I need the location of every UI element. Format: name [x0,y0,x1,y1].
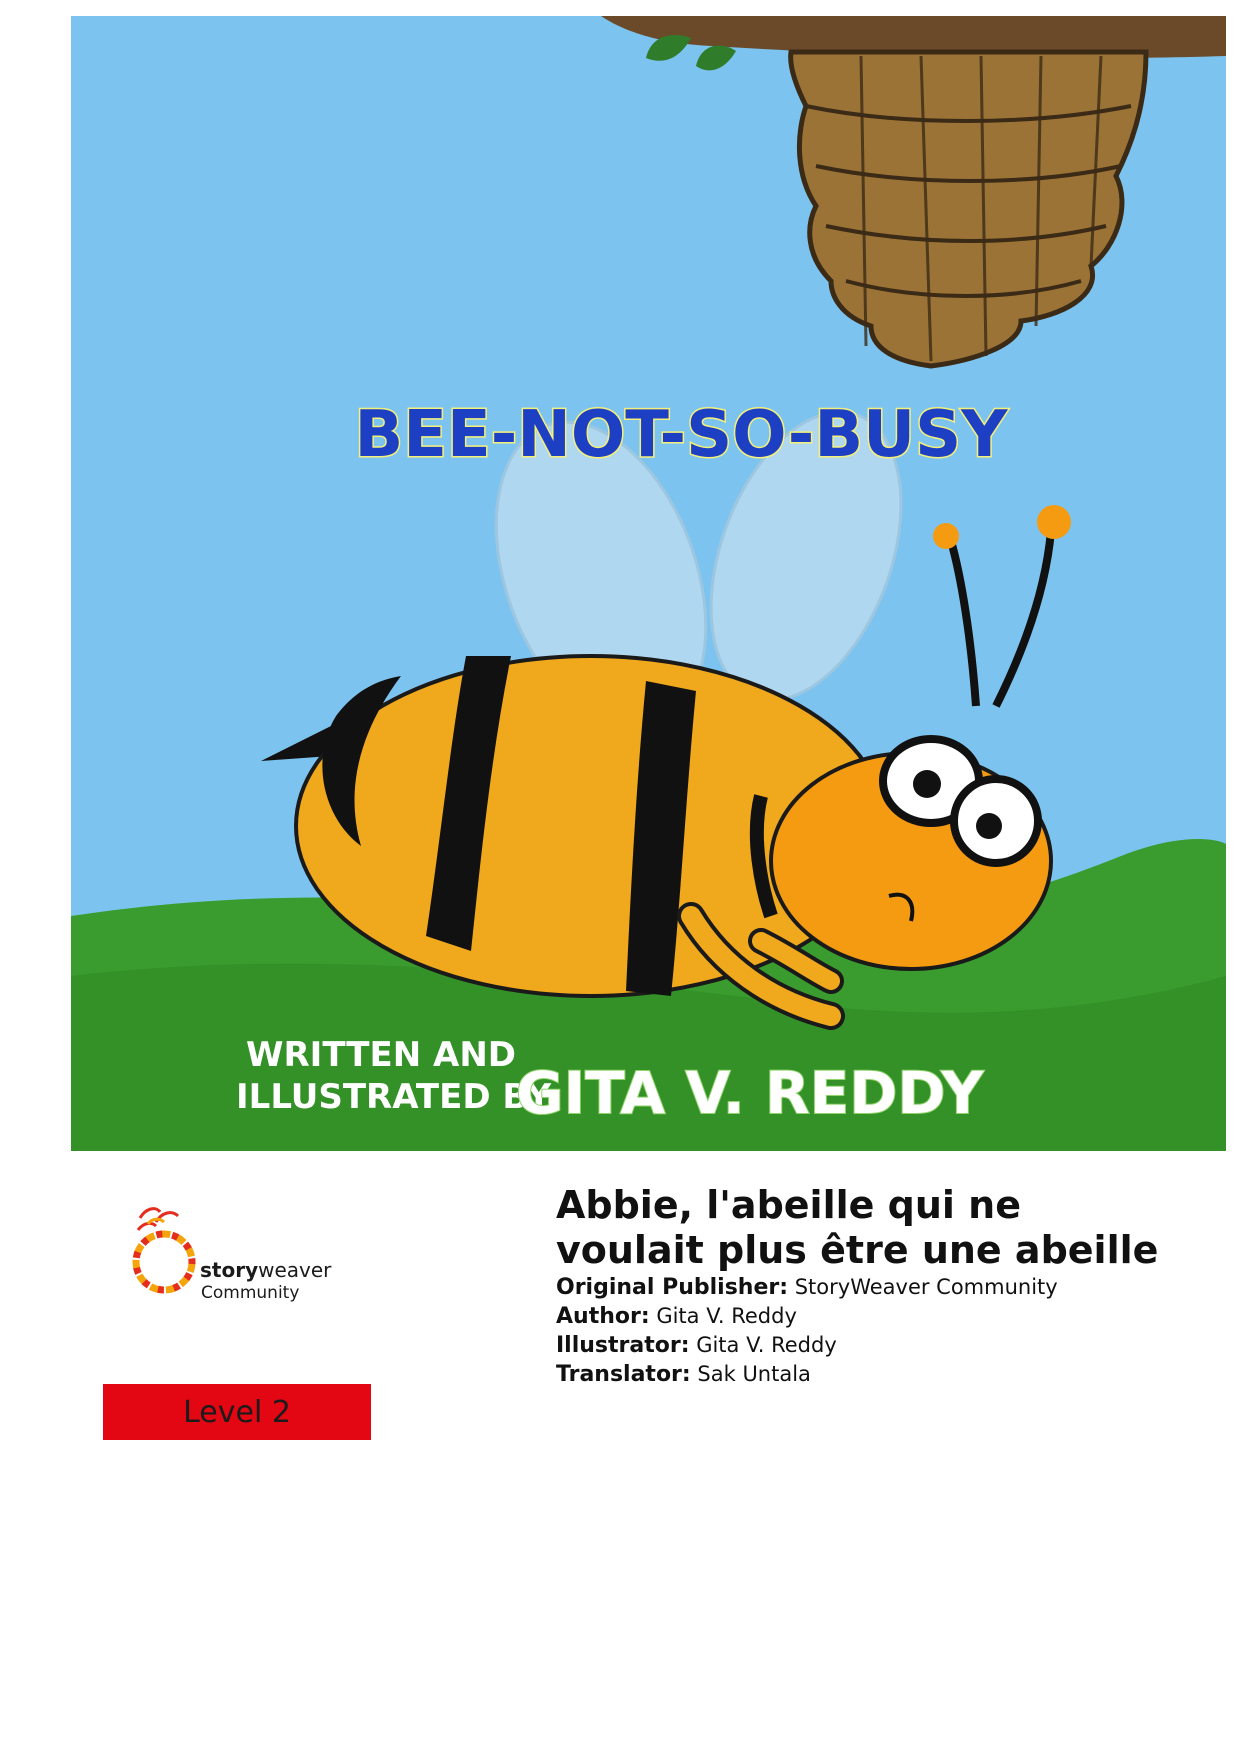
book-title: Abbie, l'abeille qui ne voulait plus être une abeille [556,1183,1159,1272]
credit-publisher [556,1273,1176,1302]
level-badge: Level 2 [103,1384,371,1440]
cover-title-art: BEE-NOT-SO-BUSY [354,398,1008,472]
credit-author [556,1302,1176,1331]
book-info [556,1183,1176,1389]
logo-brand-bold: story [200,1258,259,1282]
credit-label: Author: [556,1304,650,1329]
credit-value: Sak Untala [697,1362,811,1386]
credit-label: Original Publisher: [556,1275,789,1300]
credit-value: Gita V. Reddy [696,1333,837,1357]
logo-wordmark [200,1258,331,1282]
cover-byline-name: GITA V. REDDY [516,1059,984,1127]
credit-value: Gita V. Reddy [656,1304,797,1328]
credit-label: Illustrator: [556,1333,690,1358]
cover-byline-line2: ILLUSTRATED BY [236,1077,552,1117]
credit-illustrator [556,1331,1176,1360]
logo-brand-light: weaver [258,1258,332,1282]
credit-translator [556,1360,1176,1389]
logo-community-label: Community [201,1283,300,1303]
cover-byline-line1: WRITTEN AND [246,1035,517,1075]
credit-label: Translator: [556,1362,691,1387]
cover-illustration [71,16,1226,1151]
credit-value: StoryWeaver Community [794,1275,1058,1299]
